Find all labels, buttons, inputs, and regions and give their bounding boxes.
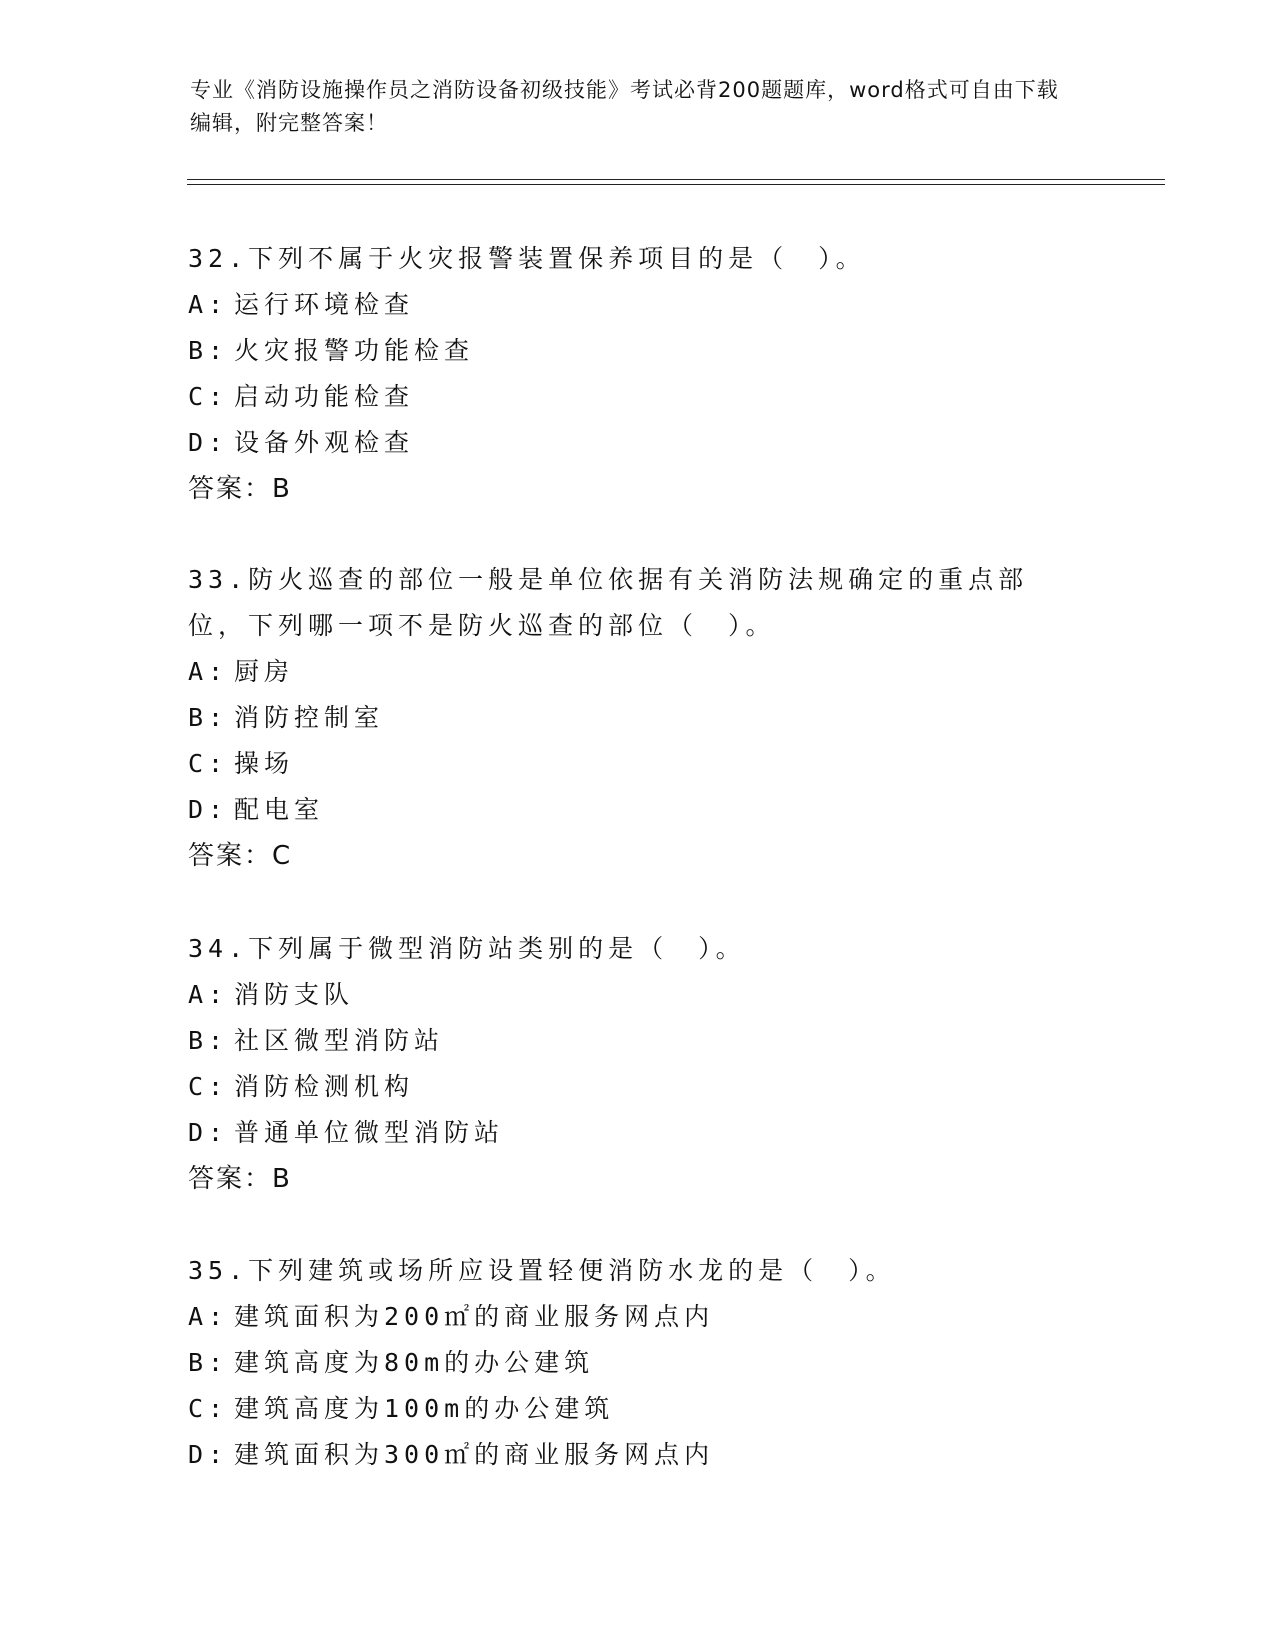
question-stem: 33.防火巡查的部位一般是单位依据有关消防法规确定的重点部位，下列哪一项不是防火巡查的部位（ ）。: [188, 565, 1029, 640]
option-d: [188, 420, 1088, 466]
option-text: 消防控制室: [234, 703, 385, 732]
question-stem: 34.下列属于微型消防站类别的是（ ）。: [188, 934, 746, 963]
option-key: A:: [188, 657, 229, 686]
option-key: D:: [188, 1440, 229, 1469]
question-35: [188, 1248, 1088, 1478]
option-text: 普通单位微型消防站: [234, 1118, 505, 1147]
option-a: [188, 282, 1088, 328]
question-34: [188, 926, 1088, 1202]
option-text: 社区微型消防站: [234, 1026, 445, 1055]
option-text: 建筑高度为100m的办公建筑: [234, 1394, 615, 1423]
option-text: 消防支队: [234, 980, 355, 1009]
answer-label: 答案：: [188, 474, 273, 504]
option-key: C:: [188, 382, 229, 411]
option-c: [188, 1064, 1088, 1110]
question-stem: 35.下列建筑或场所应设置轻便消防水龙的是（ ）。: [188, 1256, 896, 1285]
option-key: A:: [188, 980, 229, 1009]
question-33: [188, 557, 1088, 879]
option-text: 启动功能检查: [234, 382, 415, 411]
option-text: 操场: [234, 749, 295, 778]
option-b: [188, 1340, 1088, 1386]
option-b: [188, 695, 1088, 741]
option-key: D:: [188, 795, 229, 824]
option-c: [188, 374, 1088, 420]
option-b: [188, 1018, 1088, 1064]
option-a: [188, 972, 1088, 1018]
option-key: B:: [188, 336, 229, 365]
option-b: [188, 328, 1088, 374]
option-text: 火灾报警功能检查: [234, 336, 475, 365]
option-key: C:: [188, 1394, 229, 1423]
option-key: B:: [188, 1348, 229, 1377]
option-text: 建筑高度为80m的办公建筑: [234, 1348, 595, 1377]
answer-label: 答案：: [188, 1164, 273, 1194]
option-d: [188, 1110, 1088, 1156]
option-text: 建筑面积为200㎡的商业服务网点内: [234, 1302, 715, 1331]
option-a: [188, 649, 1088, 695]
option-text: 厨房: [234, 657, 295, 686]
option-key: B:: [188, 1026, 229, 1055]
option-key: D:: [188, 428, 229, 457]
option-text: 配电室: [234, 795, 325, 824]
option-text: 运行环境检查: [234, 290, 415, 319]
header-divider: [187, 179, 1165, 180]
header-divider-secondary: [187, 184, 1165, 185]
option-key: A:: [188, 1302, 229, 1331]
answer-line: [188, 466, 1088, 512]
option-d: [188, 1432, 1088, 1478]
option-c: [188, 1386, 1088, 1432]
document-header: 专业《消防设施操作员之消防设备初级技能》考试必背200题题库，word格式可自由下载编辑，附完整答案！: [190, 78, 1059, 135]
option-text: 设备外观检查: [234, 428, 415, 457]
answer-value: B: [272, 1164, 292, 1194]
option-key: A:: [188, 290, 229, 319]
option-key: C:: [188, 749, 229, 778]
answer-line: [188, 833, 1088, 879]
option-text: 消防检测机构: [234, 1072, 415, 1101]
option-c: [188, 741, 1088, 787]
answer-label: 答案：: [188, 841, 273, 871]
option-a: [188, 1294, 1088, 1340]
option-text: 建筑面积为300㎡的商业服务网点内: [234, 1440, 715, 1469]
option-key: D:: [188, 1118, 229, 1147]
option-key: B:: [188, 703, 229, 732]
answer-line: [188, 1156, 1088, 1202]
option-key: C:: [188, 1072, 229, 1101]
answer-value: C: [272, 841, 293, 871]
answer-value: B: [272, 474, 292, 504]
option-d: [188, 787, 1088, 833]
question-32: [188, 236, 1088, 512]
question-stem: 32.下列不属于火灾报警装置保养项目的是（ ）。: [188, 244, 866, 273]
